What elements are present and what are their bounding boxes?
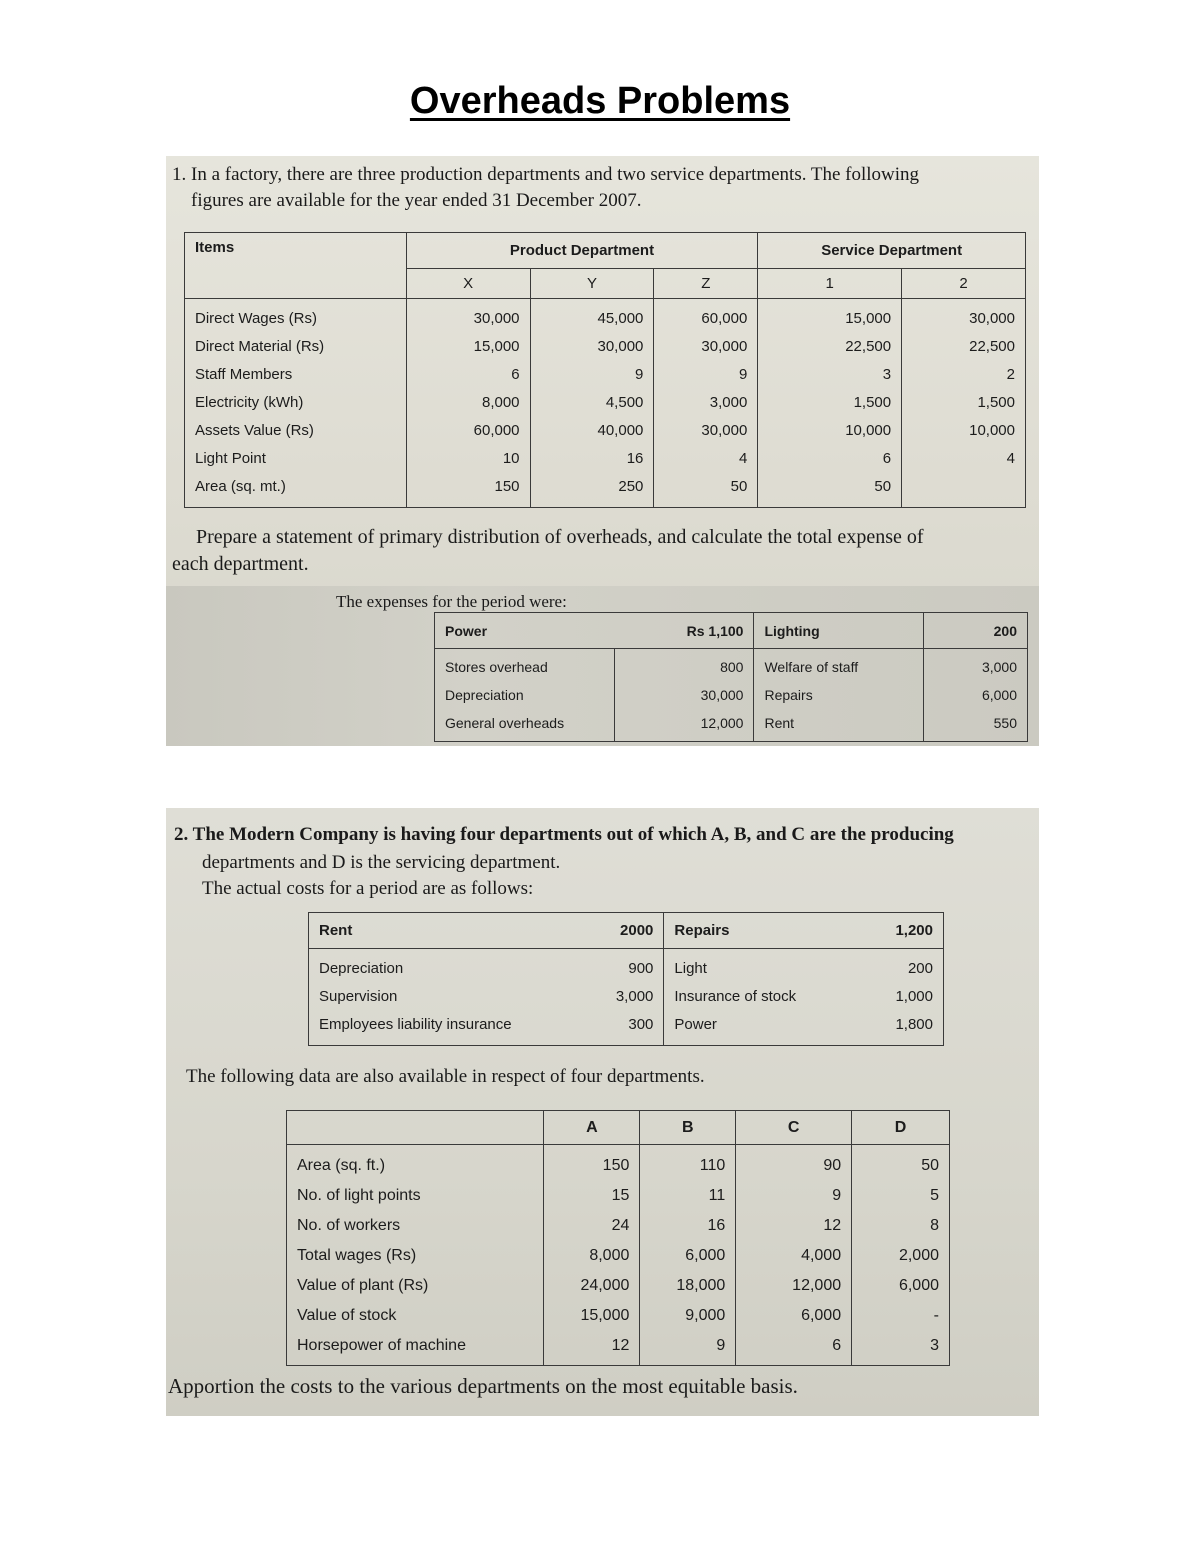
q1-data-table <box>184 232 1026 508</box>
cell: 15,000 <box>473 338 520 355</box>
dept-row-label: No. of light points <box>297 1187 421 1204</box>
expense-label: Repairs <box>764 687 813 703</box>
row-label: Light Point <box>195 450 266 467</box>
cell: 110 <box>699 1157 726 1174</box>
q2-apportion: Apportion the costs to the various departments on the most equitable basis. <box>168 1374 798 1398</box>
cell: 60,000 <box>473 422 520 439</box>
cell: 6 <box>511 366 520 383</box>
cell: 250 <box>618 478 644 495</box>
dept-row-labels <box>287 1145 544 1366</box>
cost-right-labels <box>664 949 824 1046</box>
power-label: Power <box>435 613 615 649</box>
cell: 12,000 <box>792 1277 842 1294</box>
col-1: 1 <box>758 269 902 299</box>
cell: 8,000 <box>589 1247 630 1264</box>
cost-value: 200 <box>907 960 933 977</box>
rent-value: 2000 <box>558 913 664 949</box>
question-2-photo <box>166 808 1039 1416</box>
cell: 30,000 <box>701 338 748 355</box>
row-label: Electricity (kWh) <box>195 394 304 411</box>
cell: 12 <box>823 1217 842 1234</box>
cost-value: 900 <box>628 960 654 977</box>
col-a-values <box>544 1145 640 1366</box>
cell: 16 <box>707 1217 726 1234</box>
expense-label: Stores overhead <box>445 659 548 675</box>
row-label: Assets Value (Rs) <box>195 422 314 439</box>
cost-right-values <box>824 949 944 1046</box>
cell: 18,000 <box>676 1277 726 1294</box>
cell: 22,500 <box>845 338 892 355</box>
cell: 3,000 <box>709 394 748 411</box>
col-x: X <box>406 269 530 299</box>
col-d-values <box>852 1145 950 1366</box>
expense-value: 3,000 <box>981 659 1017 675</box>
row-labels <box>185 299 407 508</box>
cell: 16 <box>626 450 644 467</box>
col-d: D <box>852 1111 950 1145</box>
lighting-value: 200 <box>924 613 1028 649</box>
col-y-values <box>530 299 654 508</box>
expense-left-labels <box>435 649 615 742</box>
cell: 3 <box>930 1337 939 1354</box>
expense-value: 30,000 <box>700 687 744 703</box>
cell: 11 <box>708 1187 726 1204</box>
cell: 9 <box>832 1187 842 1204</box>
cell: 5 <box>930 1187 939 1204</box>
cell: 9 <box>738 366 748 383</box>
cell: 6,000 <box>685 1247 726 1264</box>
cell: 10,000 <box>845 422 892 439</box>
expense-label: General overheads <box>445 715 565 731</box>
dept-row-label: Total wages (Rs) <box>297 1247 417 1264</box>
cell: 50 <box>921 1157 939 1174</box>
cell: 9 <box>635 366 644 383</box>
col-c: C <box>736 1111 852 1145</box>
cell: 150 <box>602 1157 630 1174</box>
cell: 8,000 <box>481 394 520 411</box>
cost-label: Light <box>674 960 707 977</box>
cell: 9,000 <box>685 1307 726 1324</box>
row-label: Direct Wages (Rs) <box>195 310 317 327</box>
col-y: Y <box>530 269 654 299</box>
cell: 4,500 <box>605 394 644 411</box>
row-label: Area (sq. mt.) <box>195 478 286 495</box>
dept-row-label: No. of workers <box>297 1217 401 1234</box>
q1-line-1: 1. In a factory, there are three production departments and two service departments. The following <box>172 164 920 185</box>
cost-left-labels <box>309 949 559 1046</box>
cell: 10,000 <box>969 422 1015 439</box>
cell: 50 <box>730 478 748 495</box>
col-2: 2 <box>902 269 1026 299</box>
expense-label: Rent <box>764 715 795 731</box>
dept-row-label: Value of stock <box>297 1307 397 1324</box>
col-x-values <box>406 299 530 508</box>
q2-costs-table <box>308 912 944 1046</box>
q1-prepare-line-1: Prepare a statement of primary distribution of overheads, and calculate the total expense of <box>196 526 924 548</box>
cost-label: Power <box>674 1016 717 1033</box>
expense-value: 800 <box>720 659 744 675</box>
cell: 6,000 <box>801 1307 842 1324</box>
cell: 45,000 <box>597 310 644 327</box>
dept-row-label: Value of plant (Rs) <box>297 1277 429 1294</box>
col-c-values <box>736 1145 852 1366</box>
cost-label: Insurance of stock <box>674 988 797 1005</box>
cell: 30,000 <box>701 422 748 439</box>
cost-left-values <box>558 949 664 1046</box>
items-header: Items <box>185 233 407 299</box>
cell: 30,000 <box>473 310 520 327</box>
q2-following: The following data are also available in respect of four departments. <box>186 1066 705 1087</box>
power-value: Rs 1,100 <box>614 613 754 649</box>
cost-label: Supervision <box>319 988 398 1005</box>
row-label: Direct Material (Rs) <box>195 338 325 355</box>
expenses-intro: The expenses for the period were: <box>336 592 567 611</box>
service-department-header: Service Department <box>758 233 1026 269</box>
col-a: A <box>544 1111 640 1145</box>
cell: 6 <box>832 1337 842 1354</box>
q1-expenses-table <box>434 612 1028 742</box>
cell: 2,000 <box>898 1247 939 1264</box>
cell: 4 <box>738 450 748 467</box>
cell: 3 <box>882 366 892 383</box>
cost-label: Employees liability insurance <box>319 1016 512 1033</box>
cell: - <box>933 1307 939 1324</box>
repairs-value: 1,200 <box>824 913 944 949</box>
cost-value: 300 <box>628 1016 654 1033</box>
col-b-values <box>640 1145 736 1366</box>
cell: 8 <box>930 1217 939 1234</box>
lighting-label: Lighting <box>754 613 924 649</box>
rent-label: Rent <box>309 913 559 949</box>
cell: 2 <box>1006 366 1015 383</box>
cell: 6 <box>882 450 892 467</box>
dept-row-label: Area (sq. ft.) <box>297 1157 386 1174</box>
cost-value: 3,000 <box>615 988 654 1005</box>
cell: 4,000 <box>801 1247 842 1264</box>
cell: 22,500 <box>969 338 1015 355</box>
col-z: Z <box>654 269 758 299</box>
cell: 1,500 <box>977 394 1015 411</box>
cell: 30,000 <box>597 338 644 355</box>
question-1-photo <box>166 156 1039 746</box>
col-1-values <box>758 299 902 508</box>
dept-row-label: Horsepower of machine <box>297 1337 466 1354</box>
cell: 24,000 <box>580 1277 630 1294</box>
cell: 150 <box>494 478 520 495</box>
row-label: Staff Members <box>195 366 293 383</box>
col-2-values <box>902 299 1026 508</box>
cell: 12 <box>611 1337 630 1354</box>
expense-value: 550 <box>993 715 1017 731</box>
cell: 15 <box>611 1187 630 1204</box>
cell: 6,000 <box>898 1277 939 1294</box>
expense-right-values <box>924 649 1028 742</box>
cost-value: 1,000 <box>895 988 933 1005</box>
q1-prepare-line-2: each department. <box>172 553 309 575</box>
expense-left-values <box>614 649 754 742</box>
cell <box>912 473 1015 501</box>
expense-label: Depreciation <box>445 687 524 703</box>
cell: 24 <box>611 1217 630 1234</box>
cell: 9 <box>716 1337 726 1354</box>
cost-value: 1,800 <box>895 1016 933 1033</box>
cell: 90 <box>823 1157 842 1174</box>
q1-line-2: figures are available for the year ended 31 December 2007. <box>191 190 642 211</box>
cell: 15,000 <box>580 1307 630 1324</box>
dept-header-blank <box>287 1111 544 1145</box>
cell: 40,000 <box>597 422 644 439</box>
cell: 15,000 <box>845 310 892 327</box>
page-title: Overheads Problems <box>409 80 791 122</box>
q2-line-3: The actual costs for a period are as follows: <box>202 878 534 899</box>
product-department-header: Product Department <box>406 233 758 269</box>
expense-value: 6,000 <box>981 687 1017 703</box>
expense-right-labels <box>754 649 924 742</box>
col-b: B <box>640 1111 736 1145</box>
cell: 1,500 <box>853 394 892 411</box>
col-z-values <box>654 299 758 508</box>
cell: 50 <box>874 478 892 495</box>
cell: 30,000 <box>969 310 1015 327</box>
expense-label: Welfare of staff <box>764 659 859 675</box>
cost-label: Depreciation <box>319 960 404 977</box>
repairs-label: Repairs <box>664 913 824 949</box>
q2-line-1: 2. The Modern Company is having four departments out of which A, B, and C are the producing <box>174 824 954 845</box>
cell: 60,000 <box>701 310 748 327</box>
q2-department-table <box>286 1110 950 1366</box>
cell: 10 <box>502 450 520 467</box>
cell: 4 <box>1006 450 1015 467</box>
q2-line-2: departments and D is the servicing department. <box>202 852 561 873</box>
expense-value: 12,000 <box>700 715 744 731</box>
